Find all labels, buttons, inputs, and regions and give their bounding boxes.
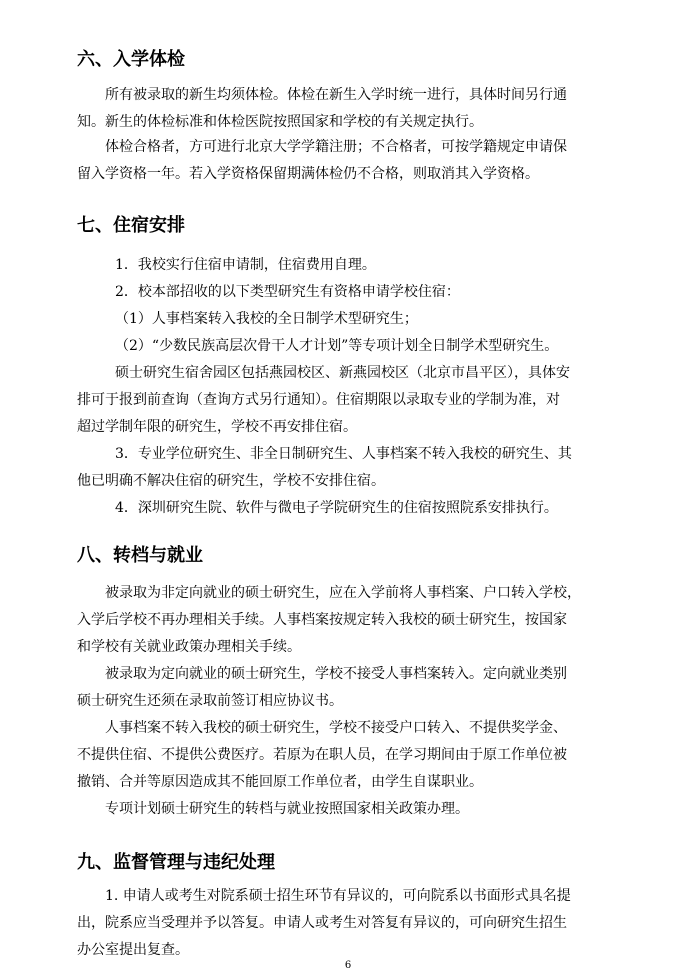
text-line: 留入学资格一年。若入学资格保留期满体检仍不合格，则取消其入学资格。: [77, 166, 539, 182]
text-line: 不提供住宿、不提供公费医疗。若原为在职人员，在学习期间由于原工作单位被: [77, 747, 567, 763]
text-line: 4．深圳研究生院、软件与微电子学院研究生的住宿按照院系安排执行。: [115, 500, 558, 516]
paragraph-transfer: [77, 580, 623, 823]
text-line: 排可于报到前查询（查询方式另行通知）。住宿期限以录取专业的学制为准，对: [77, 392, 560, 408]
text-line: 出，院系应当受理并予以答复。申请人或考生对答复有异议的，可向研究生招生: [77, 915, 567, 931]
text-line: 被录取为非定向就业的硕士研究生，应在入学前将人事档案、户口转入学校，: [105, 585, 581, 601]
section-heading-physical-exam: 六、入学体检: [77, 49, 185, 70]
text-line: 入学后学校不再办理相关手续。人事档案按规定转入我校的硕士研究生，按国家: [77, 612, 567, 628]
paragraph-exam-1: [77, 82, 623, 136]
text-line: 2．校本部招收的以下类型研究生有资格申请学校住宿：: [115, 284, 460, 300]
text-line: （1）人事档案转入我校的全日制学术型研究生；: [115, 311, 418, 327]
text-line: 体检合格者，方可进行北京大学学籍注册；不合格者，可按学籍规定申请保: [105, 139, 567, 155]
page-number: 6: [344, 960, 352, 971]
text-line: 所有被录取的新生均须体检。体检在新生入学时统一进行，具体时间另行通: [105, 87, 567, 103]
text-line: 人事档案不转入我校的硕士研究生，学校不接受户口转入、不提供奖学金、: [105, 720, 567, 736]
text-line: 和学校有关就业政策办理相关手续。: [77, 639, 301, 655]
paragraph-supervision: [77, 883, 623, 964]
section-heading-transfer-employment: 八、转档与就业: [77, 545, 203, 566]
text-line: 他已明确不解决住宿的研究生，学校不安排住宿。: [77, 473, 385, 489]
text-line: 硕士研究生宿舍园区包括燕园校区、新燕园校区（北京市昌平区），具体安: [115, 365, 570, 381]
text-line: 1. 申请人或考生对院系硕士招生环节有异议的，可向院系以书面形式具名提: [105, 888, 571, 904]
text-line: 办公室提出复查。: [77, 942, 189, 958]
text-line: 硕士研究生还须在录取前签订相应协议书。: [77, 693, 343, 709]
paragraph-accommodation: [77, 252, 623, 522]
text-line: 知。新生的体检标准和体检医院按照国家和学校的有关规定执行。: [77, 114, 483, 130]
text-line: 撤销、合并等原因造成其不能回原工作单位者，由学生自谋职业。: [77, 774, 483, 790]
text-line: 3．专业学位研究生、非全日制研究生、人事档案不转入我校的研究生、其: [115, 446, 572, 462]
text-line: 专项计划硕士研究生的转档与就业按照国家相关政策办理。: [105, 801, 469, 817]
section-heading-accommodation: 七、住宿安排: [77, 215, 185, 236]
text-line: （2）“少数民族高层次骨干人才计划”等专项计划全日制学术型研究生。: [115, 338, 559, 354]
text-line: 被录取为定向就业的硕士研究生，学校不接受人事档案转入。定向就业类别: [105, 666, 567, 682]
section-heading-supervision: 九、监督管理与违纪处理: [77, 852, 275, 873]
paragraph-exam-2: [77, 134, 623, 188]
text-line: 超过学制年限的研究生，学校不再安排住宿。: [77, 419, 357, 435]
text-line: 1．我校实行住宿申请制，住宿费用自理。: [115, 257, 376, 273]
